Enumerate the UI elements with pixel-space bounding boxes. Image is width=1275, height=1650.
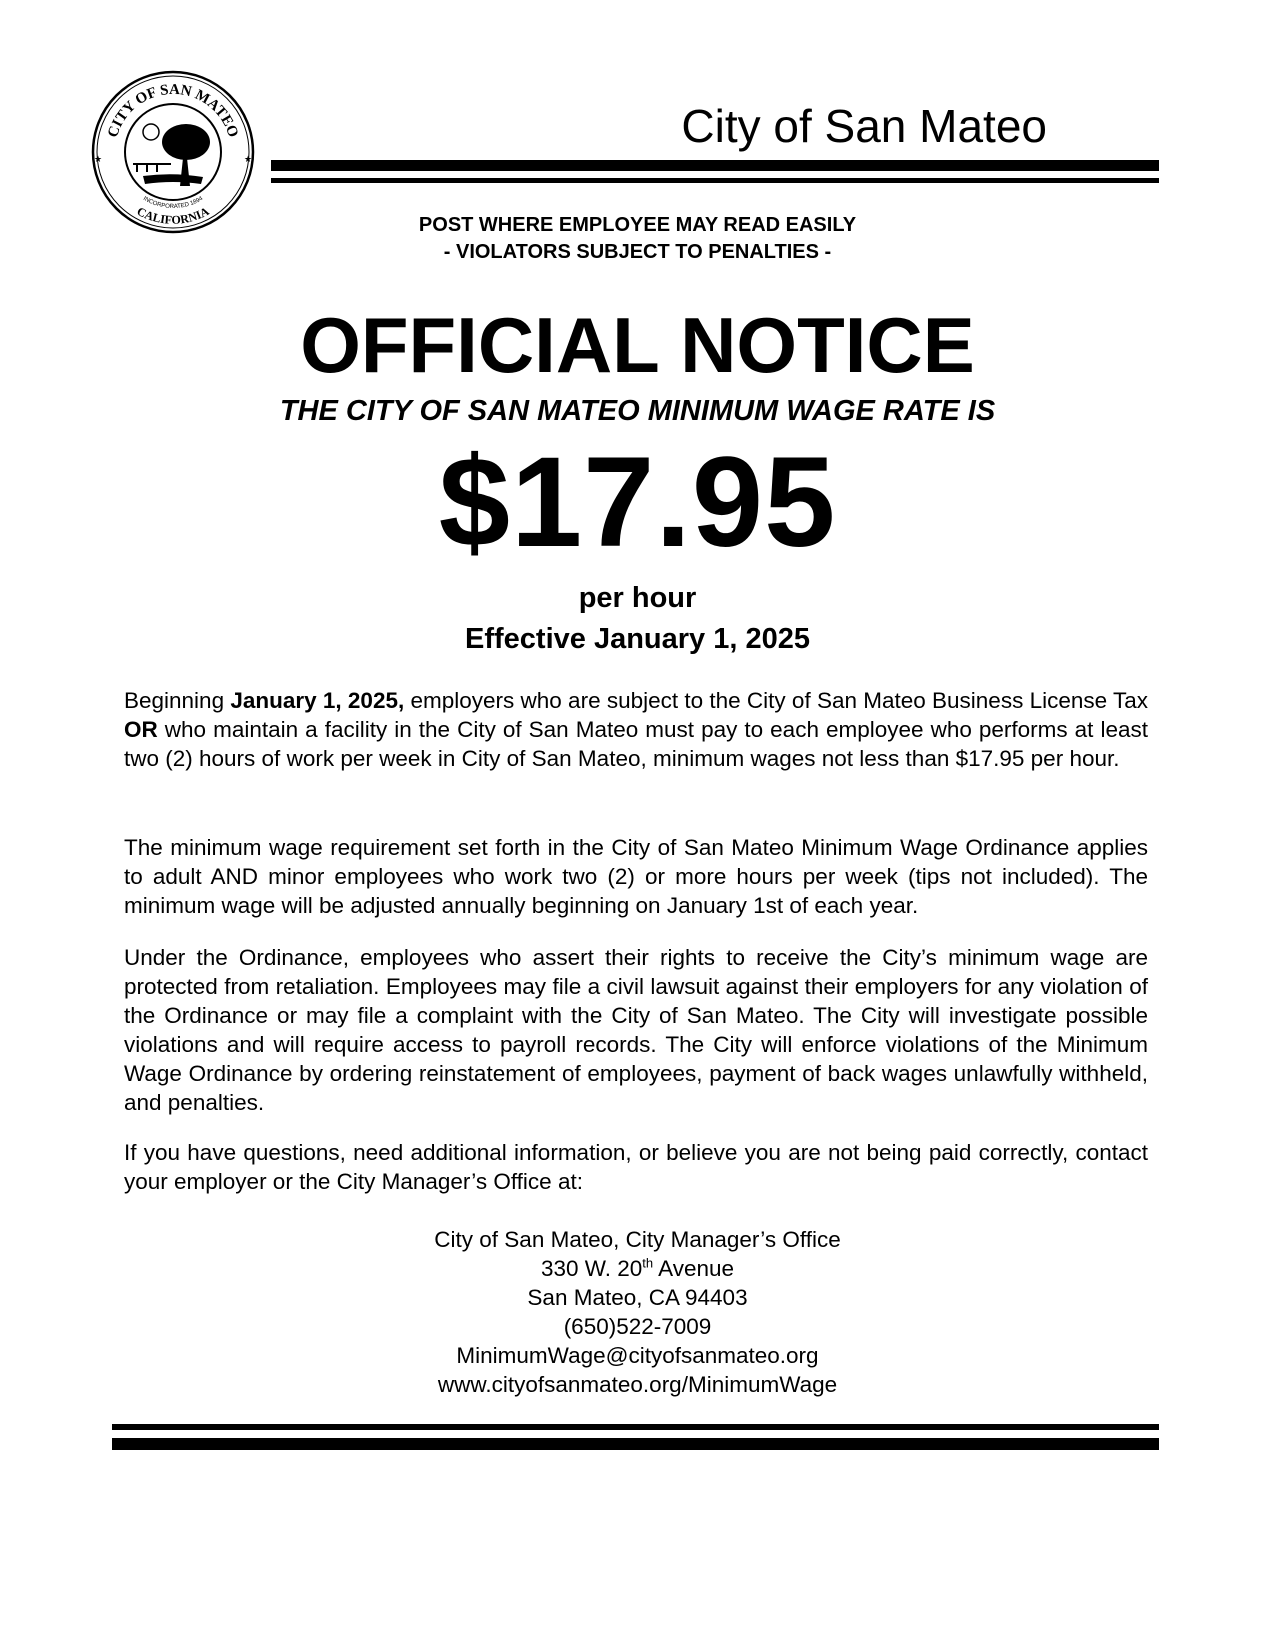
- text-bold: January 1, 2025,: [230, 688, 405, 713]
- header-rule-thin: [271, 178, 1159, 183]
- posting-line-1: POST WHERE EMPLOYEE MAY READ EASILY: [418, 214, 857, 236]
- notice-subtitle: THE CITY OF SAN MATEO MINIMUM WAGE RATE IS: [279, 395, 996, 427]
- wage-rate: $17.95: [438, 431, 837, 574]
- street-number: 330 W. 20: [540, 1256, 643, 1281]
- header-rule-thick: [271, 160, 1159, 171]
- footer-rule-thick: [112, 1438, 1159, 1450]
- text-bold: OR: [124, 717, 158, 742]
- paragraph-questions: If you have questions, need additional information, or believe you are not being paid correctly, contact your employer or the City Manager’s Office at:: [124, 1140, 1148, 1194]
- paragraph-enforcement: Under the Ordinance, employees who assert their rights to receive the City’s minimum wage are protected from retaliation. Employees may file a civil lawsuit against their employers for any violation of the Ordinance or may file a complaint with the City of San Mateo. The City will investigate possible violations and will require access to payroll records. The City will enforce violations of the Minimum Wage Ordinance by ordering reinstatement of employees, payment of back wages unlawfully withheld, and penalties.: [124, 945, 1148, 1115]
- paragraph-coverage: The minimum wage requirement set forth in the City of San Mateo Minimum Wage Ordinance applies to adult AND minor employees who work two (2) or more hours per week (tips not included). The minimum wage will be adjusted annually beginning on January 1st of each year.: [124, 835, 1148, 918]
- contact-city: San Mateo, CA 94403: [527, 1285, 748, 1310]
- paragraph-requirement: [124, 686, 1148, 773]
- posting-line-2: - VIOLATORS SUBJECT TO PENALTIES -: [443, 241, 832, 263]
- svg-text:CALIFORNIA: CALIFORNIA: [134, 203, 212, 227]
- street-name: Avenue: [653, 1256, 735, 1281]
- contact-phone: (650)522-7009: [563, 1314, 712, 1339]
- svg-text:★: ★: [244, 154, 253, 164]
- footer-rule-thin: [112, 1424, 1159, 1430]
- contact-website: www.cityofsanmateo.org/MinimumWage: [437, 1372, 838, 1397]
- rate-unit: per hour: [578, 582, 697, 614]
- effective-date: Effective January 1, 2025: [465, 623, 810, 655]
- text: who maintain a facility in the City of San Mateo must pay to each employee who performs at least two (2) hours of work per week in City of San Mateo, minimum wages not less than $17.95 per hour.: [124, 717, 1148, 771]
- contact-email: MinimumWage@cityofsanmateo.org: [456, 1343, 819, 1368]
- contact-street: [0, 1254, 1275, 1283]
- svg-text:★: ★: [94, 154, 103, 164]
- city-seal-logo: [91, 70, 255, 234]
- text: Beginning: [124, 688, 231, 713]
- contact-office: City of San Mateo, City Manager’s Office: [434, 1227, 841, 1252]
- svg-text:INCORPORATED 1894: INCORPORATED 1894: [141, 195, 204, 211]
- posting-instructions: [0, 212, 1275, 266]
- street-suffix: th: [642, 1255, 654, 1271]
- text: employers who are subject to the City of San Mateo Business License Tax: [404, 688, 1148, 713]
- svg-text:CITY OF SAN MATEO: CITY OF SAN MATEO: [105, 81, 241, 140]
- city-title: City of San Mateo: [681, 100, 1047, 152]
- notice-heading: OFFICIAL NOTICE: [300, 301, 975, 389]
- contact-block: [0, 1225, 1275, 1399]
